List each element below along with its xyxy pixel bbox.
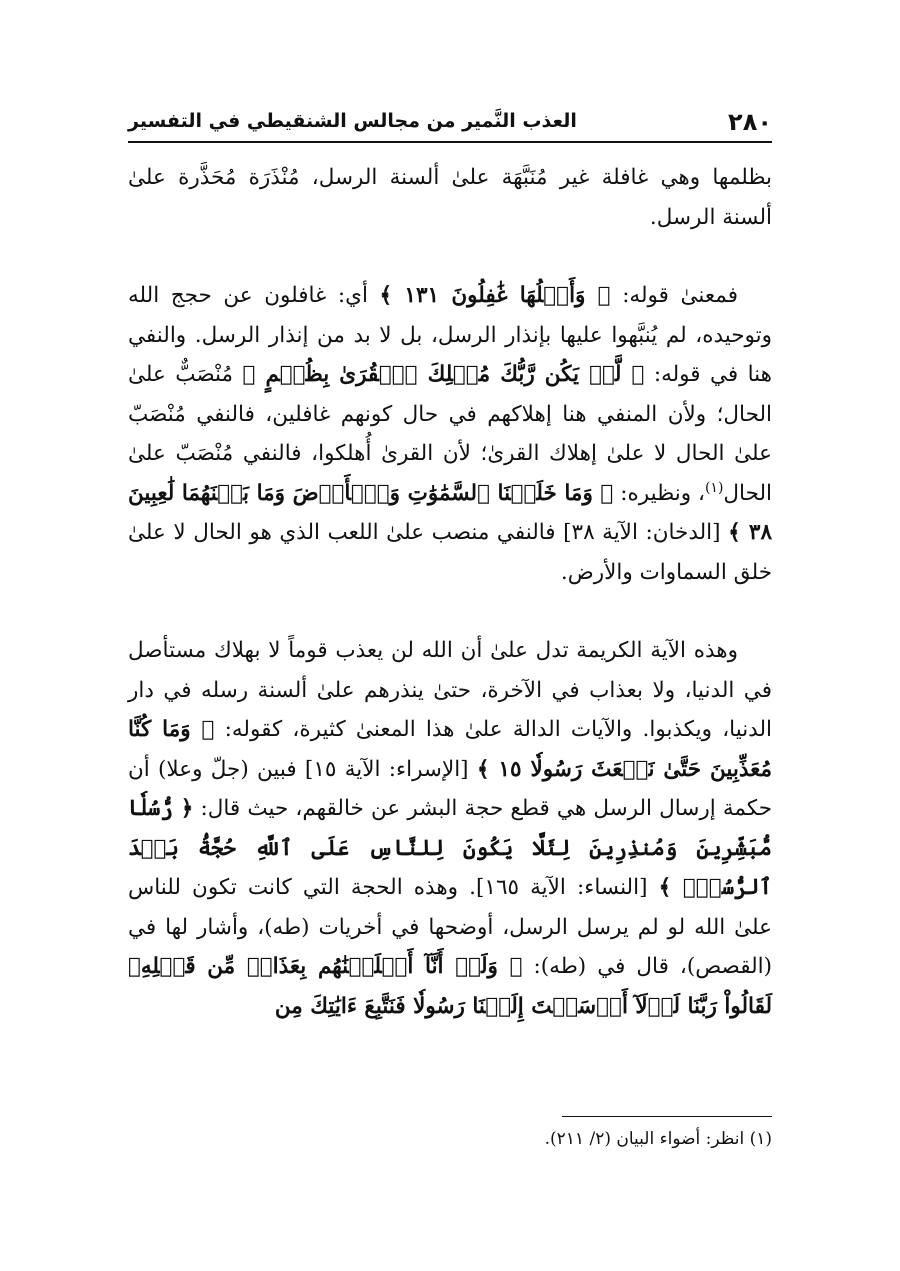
header-rule: [128, 141, 772, 143]
paragraph-gap: [128, 237, 772, 276]
paragraph-gap: [128, 592, 772, 631]
quran-quote: ﴿ وَمَا كُنَّا مُعَذِّبِينَ حَتَّىٰ نَبۡعَثَ رَسُولٗا ١٥ ﴾: [128, 717, 773, 782]
quran-quote: ﴿ رُّسُلٗا مُّبَشِّرِينَ وَمُنذِرِينَ لِئَلَّا يَكُونَ لِلنَّاسِ عَلَى ٱللَّهِ حُجَّةُۢ بَعۡدَ ٱلرُّسُلِۚ ﴾: [128, 796, 773, 900]
body-text: وهذه الآية الكريمة تدل علىٰ أن الله لن يعذب قوماً لا بهلاك مستأصل في الدنيا، ولا بعذاب في الآخرة، حتىٰ ينذرهم علىٰ ألسنة رسله في دار الدنيا، ويكذبوا. والآيات الدالة علىٰ هذا المعنىٰ كثيرة، كقوله:: [128, 638, 772, 742]
body-text: [الإسراء: الآية ١٥] فبين (جلّ وعلا) أن حكمة إرسال الرسل هي قطع حجة البشر عن خالقهم، حيث قال:: [128, 756, 773, 821]
body-text: [النساء: الآية ١٦٥]. وهذه الحجة التي كانت تكون للناس علىٰ الله لو لم يرسل الرسل، أوضحها في أخريات (طه)، وأشار لها في (القصص)، قال في (طه):: [128, 875, 772, 979]
footnote-reference: (١): [704, 479, 724, 496]
footnote: (١) انظر: أضواء البيان (٢/ ٢١١).: [544, 1129, 772, 1149]
body-text: بظلمها وهي غافلة غير مُنَبَّهَة علىٰ ألسنة الرسل، مُنْذَرَة مُحَذَّرة علىٰ ألسنة الرسل.: [128, 165, 772, 230]
running-title: العذب النَّمير من مجالس الشنقيطي في التفسير: [128, 110, 577, 132]
body-text: [الدخان: الآية ٣٨] فالنفي منصب علىٰ اللعب الذي هو الحال لا علىٰ خلق السماوات والأرض.: [128, 520, 772, 585]
body-text: ، ونظيره:: [613, 480, 705, 506]
page-number: ٢٨٠: [728, 108, 772, 136]
quran-quote: ﴿ وَمَا خَلَقۡنَا ٱلسَّمَٰوَٰتِ وَٱلۡأَرۡضَ وَمَا بَيۡنَهُمَا لَٰعِبِينَ ٣٨ ﴾: [128, 480, 772, 545]
paragraph: [128, 631, 772, 1026]
body-text: مُنْصَبٌّ علىٰ الحال؛ ولأن المنفي هنا إهلاكهم في حال كونهم غافلين، فالنفي مُنْصَبّ علىٰ الحال لا علىٰ إهلاك القرىٰ؛ لأن القرىٰ أُهلكوا، فالنفي مُنْصَبّ علىٰ الحال: [128, 362, 772, 506]
page-body: [128, 158, 772, 1026]
body-text: أي: غافلون عن حجج الله وتوحيده، لم يُنبَّهوا عليها بإنذار الرسل، بل لا بد من إنذار الرسل. والنفي هنا في قوله:: [128, 283, 772, 387]
footnote-rule: [562, 1116, 772, 1117]
paragraph: [128, 276, 772, 592]
paragraph: [128, 158, 772, 237]
quran-quote: ﴿ لَّمۡ يَكُن رَّبُّكَ مُهۡلِكَ ٱلۡقُرَىٰ بِظُلۡمٍ ﴾: [242, 362, 645, 387]
quran-quote: ﴿ وَلَوۡ أَنَّآ أَهۡلَكۡنَٰهُم بِعَذَابٖ مِّن قَبۡلِهِۦ لَقَالُواْ رَبَّنَا لَوۡلَآ أَرۡسَلۡتَ إِلَيۡنَا رَسُولٗا فَنَتَّبِعَ ءَايَٰتِكَ مِن: [128, 954, 772, 1019]
quran-quote: ﴿ وَأَهۡلُهَا غَٰفِلُونَ ١٣١ ﴾: [379, 283, 611, 308]
body-text: فمعنىٰ قوله:: [610, 283, 738, 308]
